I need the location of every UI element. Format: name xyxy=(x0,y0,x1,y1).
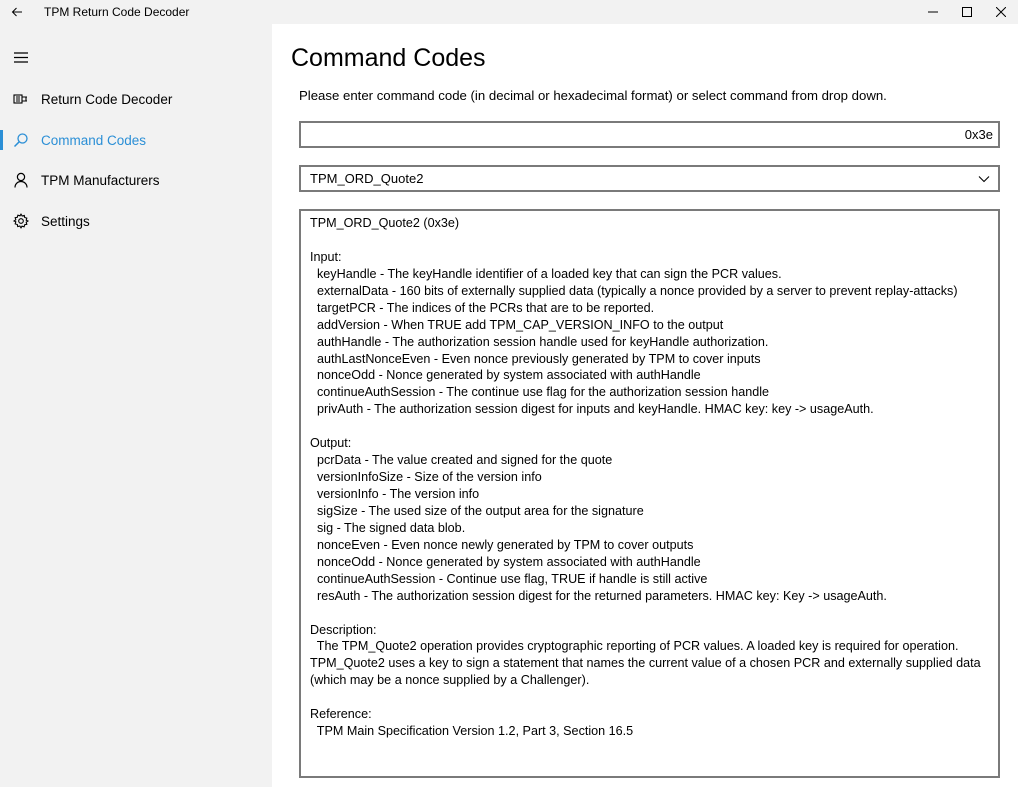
details-line: TPM_ORD_Quote2 (0x3e) xyxy=(310,216,460,230)
search-icon xyxy=(12,131,30,149)
sidebar-item-label: Return Code Decoder xyxy=(41,91,173,107)
details-line: nonceOdd - Nonce generated by system associated with authHandle xyxy=(310,368,701,383)
window-title: TPM Return Code Decoder xyxy=(44,5,190,19)
title-bar xyxy=(0,0,1018,24)
decoder-icon xyxy=(12,90,30,108)
details-line: privAuth - The authorization session digest for inputs and keyHandle. HMAC key: key -> usageAuth. xyxy=(310,402,874,417)
close-icon xyxy=(996,7,1006,17)
details-line: externalData - 160 bits of externally supplied data (typically a nonce provided by a server to prevent replay-attacks) xyxy=(310,283,958,298)
details-line: sig - The signed data blob. xyxy=(310,520,466,535)
details-line xyxy=(310,232,989,249)
details-line: pcrData - The value created and signed for the quote xyxy=(310,453,613,468)
details-line: Reference: xyxy=(310,707,372,722)
details-line: versionInfoSize - Size of the version info xyxy=(310,470,542,485)
sidebar-item-settings[interactable] xyxy=(0,201,272,241)
minimize-button[interactable] xyxy=(916,0,950,24)
command-code-input[interactable] xyxy=(299,121,1000,148)
details-line: targetPCR - The indices of the PCRs that are to be reported. xyxy=(310,300,655,315)
window-controls xyxy=(916,0,1018,24)
sidebar-item-label: Command Codes xyxy=(41,132,147,148)
back-arrow-icon xyxy=(11,6,23,18)
sidebar-item-command-codes[interactable] xyxy=(0,120,272,160)
hamburger-menu-button[interactable] xyxy=(8,44,34,70)
command-details-textbox[interactable] xyxy=(299,209,1000,778)
command-dropdown[interactable] xyxy=(299,165,1000,192)
details-line: TPM_Quote2 uses a key to sign a statement that names the current value of a chosen PCR and externally supplied data xyxy=(310,656,981,671)
details-line: Output: xyxy=(310,436,352,451)
instructions-text: Please enter command code (in decimal or hexadecimal format) or select command from drop down. xyxy=(299,88,887,103)
details-line xyxy=(310,605,989,622)
maximize-icon xyxy=(962,7,972,17)
hamburger-icon xyxy=(14,52,28,63)
details-line: TPM Main Specification Version 1.2, Part 3, Section 16.5 xyxy=(310,724,634,739)
details-line: keyHandle - The keyHandle identifier of a loaded key that can sign the PCR values. xyxy=(310,266,782,281)
details-line: (which may be a nonce supplied by a Challenger). xyxy=(310,673,590,688)
close-button[interactable] xyxy=(984,0,1018,24)
details-line: continueAuthSession - Continue use flag, TRUE if handle is still active xyxy=(310,571,708,586)
sidebar-item-return-code-decoder[interactable] xyxy=(0,79,272,119)
main-content xyxy=(272,24,1018,787)
maximize-button[interactable] xyxy=(950,0,984,24)
sidebar-item-label: TPM Manufacturers xyxy=(41,172,160,188)
details-line: continueAuthSession - The continue use flag for the authorization session handle xyxy=(310,385,770,400)
page-title: Command Codes xyxy=(291,44,486,72)
sidebar xyxy=(0,24,272,787)
details-line: nonceEven - Even nonce newly generated by TPM to cover outputs xyxy=(310,537,694,552)
details-line: sigSize - The used size of the output area for the signature xyxy=(310,503,644,518)
minimize-icon xyxy=(928,7,938,17)
sidebar-item-tpm-manufacturers[interactable] xyxy=(0,160,272,200)
details-line: versionInfo - The version info xyxy=(310,487,480,501)
details-line: authLastNonceEven - Even nonce previously generated by TPM to cover inputs xyxy=(310,351,761,366)
details-line: authHandle - The authorization session handle used for keyHandle authorization. xyxy=(310,334,769,349)
details-line: resAuth - The authorization session digest for the returned parameters. HMAC key: Key -> usageAuth. xyxy=(310,588,887,603)
details-line: addVersion - When TRUE add TPM_CAP_VERSION_INFO to the output xyxy=(310,317,724,332)
details-line xyxy=(310,689,989,706)
details-line: Input: xyxy=(310,249,342,264)
details-line: nonceOdd - Nonce generated by system associated with authHandle xyxy=(310,554,701,569)
chevron-down-icon xyxy=(978,173,990,185)
details-line: Description: xyxy=(310,622,377,637)
person-icon xyxy=(12,171,30,189)
back-button[interactable] xyxy=(0,0,34,24)
gear-icon xyxy=(12,212,30,230)
details-line: The TPM_Quote2 operation provides cryptographic reporting of PCR values. A loaded key is required for operation. xyxy=(310,639,959,654)
sidebar-item-label: Settings xyxy=(41,213,90,229)
details-line xyxy=(310,418,989,435)
command-dropdown-value: TPM_ORD_Quote2 xyxy=(310,171,424,186)
